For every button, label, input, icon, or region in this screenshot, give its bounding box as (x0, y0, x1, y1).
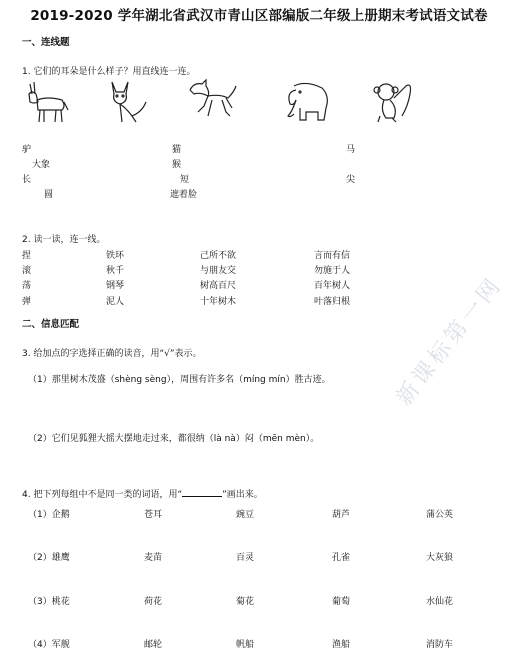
underline-sample (182, 488, 222, 497)
proverb-second-half: 百年树人 (314, 281, 351, 291)
question-3-sentence-1: （1）那里树木茂盛（shèng sèng），周围有许多名（míng mín）胜古迹。 (28, 375, 331, 385)
word-cell: 孔雀 (332, 553, 351, 563)
ear-shape-short: 短 (180, 175, 190, 185)
word-cell: 菊花 (236, 597, 255, 607)
proverb-second-half: 叶落归根 (314, 297, 351, 307)
animal-name-monkey: 猴 (172, 160, 182, 170)
question-1-prompt: 1. 它们的耳朵是什么样子？用直线连一连。 (22, 67, 196, 77)
proverb-first-half: 树高百尺 (200, 281, 237, 291)
word-row-label: （2）雄鹰 (28, 553, 70, 563)
verb-item: 弹 (22, 297, 32, 307)
verb-item: 荡 (22, 281, 32, 291)
proverb-first-half: 十年树木 (200, 297, 237, 307)
proverb-second-half: 言而有信 (314, 251, 351, 261)
watermark: 新课标第一网 (391, 272, 508, 411)
object-item: 钢琴 (106, 281, 125, 291)
proverb-first-half: 与朋友交 (200, 266, 237, 276)
word-cell: 消防车 (426, 640, 454, 650)
monkey-icon (366, 76, 418, 128)
question-4-prompt-start: 4. 把下列每组中不是同一类的词语，用“ (22, 490, 183, 500)
proverb-second-half: 勿施于人 (314, 266, 351, 276)
page-title: 2019-2020 学年湖北省武汉市青山区部编版二年级上册期末考试语文试卷 (30, 8, 488, 24)
word-row-label: （1）企鹅 (28, 510, 70, 520)
cat-icon (102, 76, 154, 128)
animal-name-cat: 猫 (172, 145, 182, 155)
object-item: 铁环 (106, 251, 125, 261)
word-cell: 蒲公英 (426, 510, 454, 520)
question-3-sentence-2: （2）它们见狐狸大摇大摆地走过来，都很纳（là nà）闷（mēn mèn）。 (28, 434, 320, 444)
word-row-label: （3）桃花 (28, 597, 70, 607)
animal-name-horse: 马 (346, 145, 356, 155)
animal-name-donkey: 驴 (22, 145, 32, 155)
animal-name-elephant: 大象 (32, 160, 51, 170)
word-cell: 渔船 (332, 640, 351, 650)
proverb-first-half: 己所不欲 (200, 251, 237, 261)
word-cell: 百灵 (236, 553, 255, 563)
word-cell: 帆船 (236, 640, 255, 650)
ear-shape-long: 长 (22, 175, 32, 185)
word-cell: 大灰狼 (426, 553, 454, 563)
elephant-icon (282, 76, 334, 128)
word-cell: 葡萄 (332, 597, 351, 607)
word-cell: 荷花 (144, 597, 163, 607)
verb-item: 捏 (22, 251, 32, 261)
question-3-prompt: 3. 给加点的字选择正确的读音，用“√”表示。 (22, 349, 202, 359)
section-heading-matching: 一、连线题 (22, 37, 70, 48)
word-row-label: （4）军舰 (28, 640, 70, 650)
question-2-prompt: 2. 读一读，连一线。 (22, 235, 106, 245)
section-heading-info-match: 二、信息匹配 (22, 319, 80, 330)
object-item: 泥人 (106, 297, 125, 307)
ear-shape-pointed: 尖 (346, 175, 356, 185)
question-4-prompt-end: ”画出来。 (222, 490, 263, 500)
donkey-icon (20, 76, 72, 128)
horse-icon (186, 76, 238, 128)
word-cell: 苍耳 (144, 510, 163, 520)
object-item: 秋千 (106, 266, 125, 276)
word-cell: 麦苗 (144, 553, 163, 563)
word-cell: 葫芦 (332, 510, 351, 520)
ear-shape-round: 圆 (44, 190, 54, 200)
question-4-prompt (22, 487, 263, 500)
ear-shape-cover-face: 遮着脸 (170, 190, 198, 200)
word-cell: 邮轮 (144, 640, 163, 650)
word-cell: 豌豆 (236, 510, 255, 520)
verb-item: 滚 (22, 266, 32, 276)
word-cell: 水仙花 (426, 597, 454, 607)
